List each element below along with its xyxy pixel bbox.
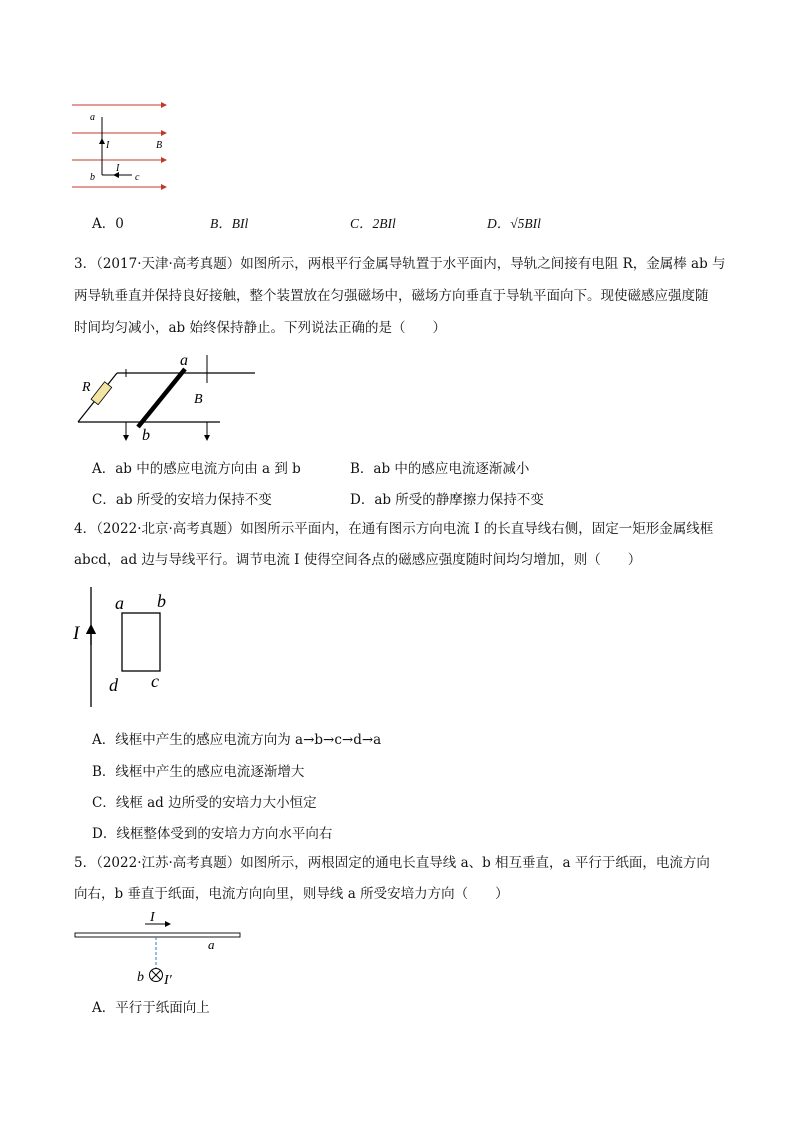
q5-stem-line-1: 5．（2022·江苏·高考真题）如图所示，两根固定的通电长直导线 a、b 相互垂直，a 平行于纸面，电流方向 xyxy=(74,855,710,871)
label-b: b xyxy=(142,427,150,444)
q3-stem-line-1: 3．（2017·天津·高考真题）如图所示，两根平行金属导轨置于水平面内，导轨之间接有电阻 R，金属棒 ab 与 xyxy=(74,256,726,272)
q2-option-b[interactable]: B．BIl xyxy=(210,216,249,231)
wire-a xyxy=(75,933,240,937)
q4-option-a[interactable]: A．线框中产生的感应电流方向为 a→b→c→d→a xyxy=(92,732,382,748)
q4-stem-line-2: abcd，ad 边与导线平行。调节电流 I 使得空间各点的磁感应强度随时间均匀增加，则（ ） xyxy=(74,552,642,568)
label-a: a xyxy=(90,112,95,123)
q3-option-b[interactable]: B．ab 中的感应电流逐渐减小 xyxy=(350,461,530,477)
label-i: I xyxy=(106,140,110,151)
resistor-r xyxy=(91,382,112,405)
q3-option-c[interactable]: C．ab 所受的安培力保持不变 xyxy=(92,492,272,508)
q2-figure xyxy=(60,95,180,200)
q5-stem-line-2: 向右，b 垂直于纸面，电流方向向里，则导线 a 所受安培力方向（ ） xyxy=(74,886,509,902)
label-a: a xyxy=(208,937,215,952)
q3-stem-line-2: 两导轨垂直并保持良好接触，整个装置放在匀强磁场中，磁场方向垂直于导轨平面向下。现使磁感应强度随 xyxy=(74,288,709,304)
into-page-icon xyxy=(150,969,163,982)
q4-option-c[interactable]: C．线框 ad 边所受的安培力大小恒定 xyxy=(92,795,317,811)
rect-loop-abcd xyxy=(122,613,160,671)
q2-option-d[interactable]: D．√5BIl xyxy=(487,216,541,231)
label-b-field: B xyxy=(194,392,203,407)
q3-option-a[interactable]: A．ab 中的感应电流方向由 a 到 b xyxy=(92,461,301,477)
q3-figure xyxy=(70,345,265,445)
label-c: c xyxy=(151,671,159,691)
label-b-field: B xyxy=(156,140,163,151)
q4-stem-line-1: 4．（2022·北京·高考真题）如图所示平面内，在通有图示方向电流 I 的长直导线右侧，固定一矩形金属线框 xyxy=(74,521,714,537)
label-d: d xyxy=(109,675,118,695)
label-i: I xyxy=(116,163,120,174)
label-r: R xyxy=(82,380,91,395)
q2-option-c[interactable]: C．2BIl xyxy=(350,216,396,231)
label-b: b xyxy=(137,970,144,985)
label-a: a xyxy=(115,593,124,613)
q3-option-d[interactable]: D．ab 所受的静摩擦力保持不变 xyxy=(350,492,544,508)
label-b: b xyxy=(90,172,95,183)
label-i: I xyxy=(73,623,80,644)
label-i-prime: I′ xyxy=(164,973,172,988)
label-c: c xyxy=(135,172,140,183)
label-b: b xyxy=(157,591,166,611)
label-i: I xyxy=(150,910,155,925)
q5-option-a[interactable]: A．平行于纸面向上 xyxy=(92,1000,210,1016)
metal-rod-ab xyxy=(138,369,185,427)
label-a: a xyxy=(180,352,188,369)
q5-figure xyxy=(70,910,245,990)
q2-option-a[interactable]: A．0 xyxy=(92,216,124,232)
q3-stem-line-3: 时间均匀减小，ab 始终保持静止。下列说法正确的是（ ） xyxy=(74,320,446,336)
q4-figure xyxy=(65,585,185,710)
q4-option-d[interactable]: D．线框整体受到的安培力方向水平向右 xyxy=(92,826,333,842)
q4-option-b[interactable]: B．线框中产生的感应电流逐渐增大 xyxy=(92,764,305,780)
